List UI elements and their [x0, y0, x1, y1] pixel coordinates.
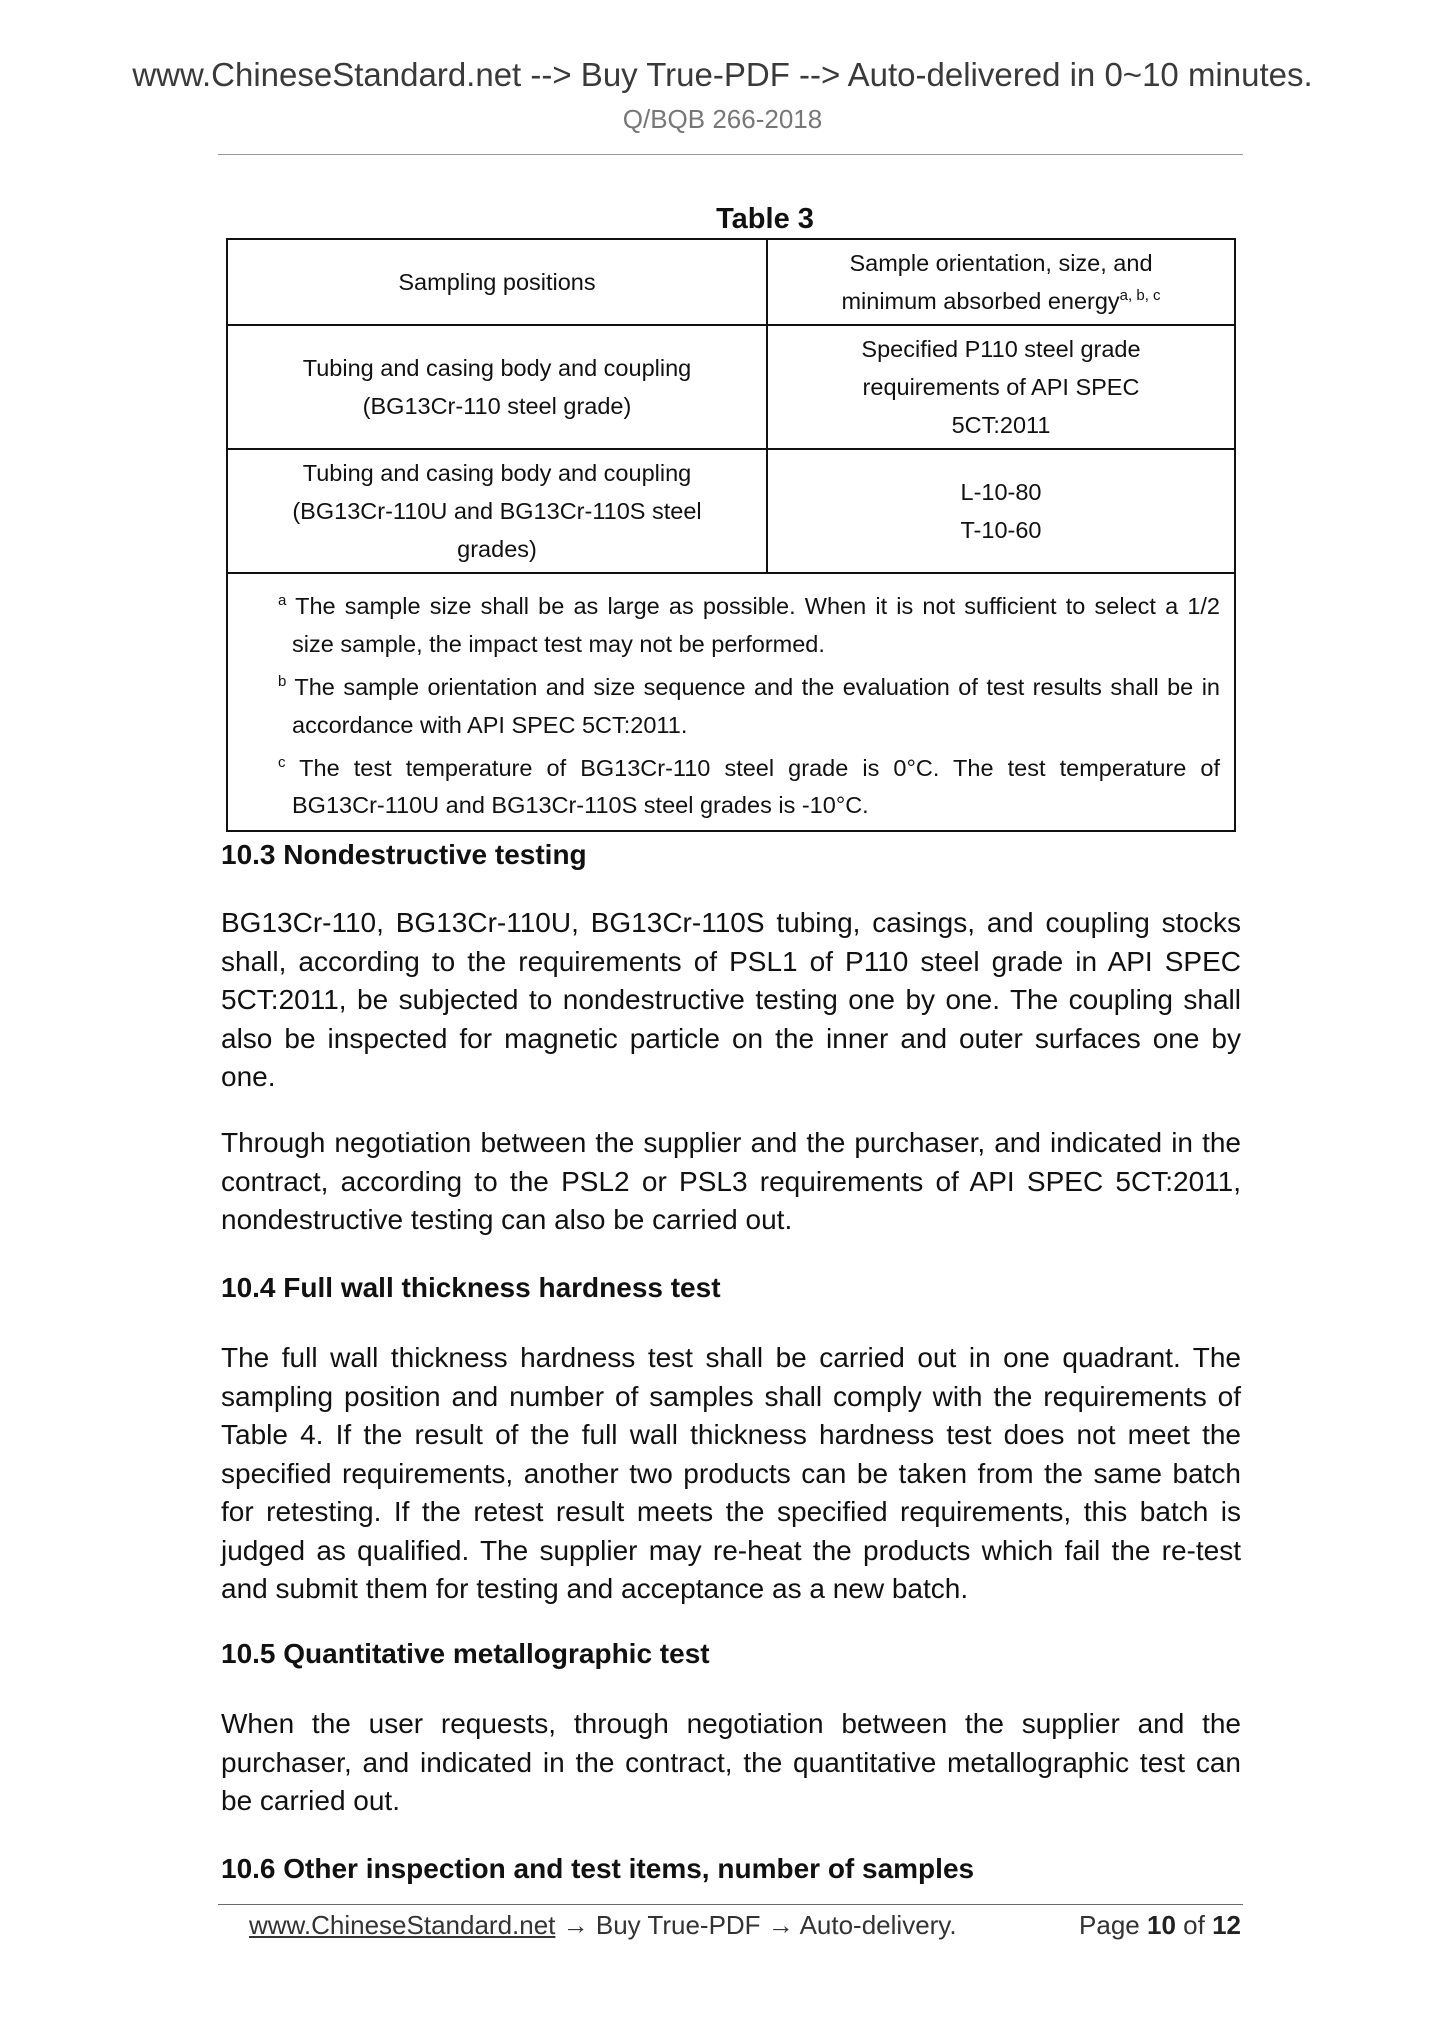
section-10-3-paragraph-1: BG13Cr-110, BG13Cr-110U, BG13Cr-110S tubing, casings, and coupling stocks shall, according to the requirements of PSL1 of P110 steel grade in API SPEC 5CT:2011, be subjected to nondestructive testing one by one. The coupling shall also be inspected for magnetic particle on the inner and outer surfaces one by one.	[221, 907, 1241, 1092]
table-note	[278, 582, 1220, 663]
section-heading-10-6: 10.6 Other inspection and test items, number of samples	[221, 1853, 975, 1884]
table-row	[227, 325, 1235, 449]
header-divider	[218, 154, 1243, 155]
table-caption: Table 3	[716, 203, 814, 235]
row1-col2-line3: 5CT:2011	[951, 412, 1051, 438]
page-footer	[249, 1910, 1241, 1941]
header-col2-line2: minimum absorbed energy	[841, 288, 1120, 314]
row1-col2-line2: requirements of API SPEC	[862, 374, 1140, 400]
table-note	[278, 744, 1220, 825]
page-label: Page	[1079, 1910, 1140, 1940]
section-heading-10-4: 10.4 Full wall thickness hardness test	[221, 1272, 721, 1303]
note-text: The sample orientation and size sequence and the evaluation of test results shall be in accordance with API SPEC 5CT:2011.	[292, 673, 1220, 738]
table-row	[227, 449, 1235, 573]
row2-col1-line2: (BG13Cr-110U and BG13Cr-110S steel	[292, 498, 702, 524]
header-cell-sampling-positions	[227, 239, 767, 325]
page-total: 12	[1212, 1910, 1241, 1940]
row1-requirement	[767, 325, 1235, 449]
table-notes-row	[227, 573, 1235, 831]
header-col1-text: Sampling positions	[398, 269, 596, 295]
note-mark: a	[278, 592, 287, 609]
row2-col2-line2: T-10-60	[960, 517, 1042, 543]
row1-col1-line2: (BG13Cr-110 steel grade)	[362, 393, 632, 419]
page-of: of	[1183, 1910, 1205, 1940]
row1-sampling-position	[227, 325, 767, 449]
row2-col2-line1: L-10-80	[960, 479, 1042, 505]
document-code: Q/BQB 266-2018	[622, 104, 823, 134]
header-col2-footnote-marks: a, b, c	[1119, 287, 1161, 305]
footer-link[interactable]: www.ChineseStandard.net	[249, 1910, 556, 1940]
table-note	[278, 663, 1220, 744]
note-text: The sample size shall be as large as possible. When it is not sufficient to select a 1/2 size sample, the impact test may not be performed.	[292, 592, 1220, 657]
note-text: The test temperature of BG13Cr-110 steel grade is 0°C. The test temperature of BG13Cr-110U and BG13Cr-110S steel grades is -10°C.	[292, 754, 1220, 819]
row1-col2-line1: Specified P110 steel grade	[861, 336, 1141, 362]
note-mark: b	[278, 672, 287, 690]
section-heading-10-5: 10.5 Quantitative metallographic test	[221, 1638, 710, 1669]
row1-col1-line1: Tubing and casing body and coupling	[302, 355, 692, 381]
footer-text: → Buy True-PDF → Auto-delivery.	[555, 1910, 957, 1940]
row2-col1-line3: grades)	[457, 536, 537, 562]
table-3	[226, 238, 1236, 832]
note-mark: c	[278, 753, 286, 771]
row2-sampling-position	[227, 449, 767, 573]
section-heading-10-3: 10.3 Nondestructive testing	[221, 839, 587, 870]
section-10-4-paragraph: The full wall thickness hardness test shall be carried out in one quadrant. The sampling position and number of samples shall comply with the requirements of Table 4. If the result of the full wall thickness hardness test does not meet the specified requirements, another two products can be taken from the same batch for retesting. If the retest result meets the specified requirements, this batch is judged as qualified. The supplier may re-heat the products which fail the re-test and submit them for testing and acceptance as a new batch.	[221, 1342, 1241, 1604]
header-col2-line2-wrap	[782, 282, 1220, 320]
page-number	[1079, 1910, 1241, 1941]
row2-requirement	[767, 449, 1235, 573]
page-current: 10	[1147, 1910, 1176, 1940]
header-banner: www.ChineseStandard.net --> Buy True-PDF --> Auto-delivered in 0~10 minutes.	[132, 56, 1313, 93]
header-col2-line1: Sample orientation, size, and	[849, 250, 1153, 276]
table-notes	[227, 573, 1235, 831]
section-10-5-paragraph: When the user requests, through negotiation between the supplier and the purchaser, and indicated in the contract, the quantitative metallographic test can be carried out.	[221, 1708, 1241, 1816]
footer-divider	[218, 1904, 1243, 1905]
row2-col1-line1: Tubing and casing body and coupling	[302, 460, 692, 486]
header-cell-orientation	[767, 239, 1235, 325]
table-header-row	[227, 239, 1235, 325]
section-10-3-paragraph-2: Through negotiation between the supplier and the purchaser, and indicated in the contract, according to the PSL2 or PSL3 requirements of API SPEC 5CT:2011, nondestructive testing can also be carried out.	[221, 1127, 1241, 1235]
